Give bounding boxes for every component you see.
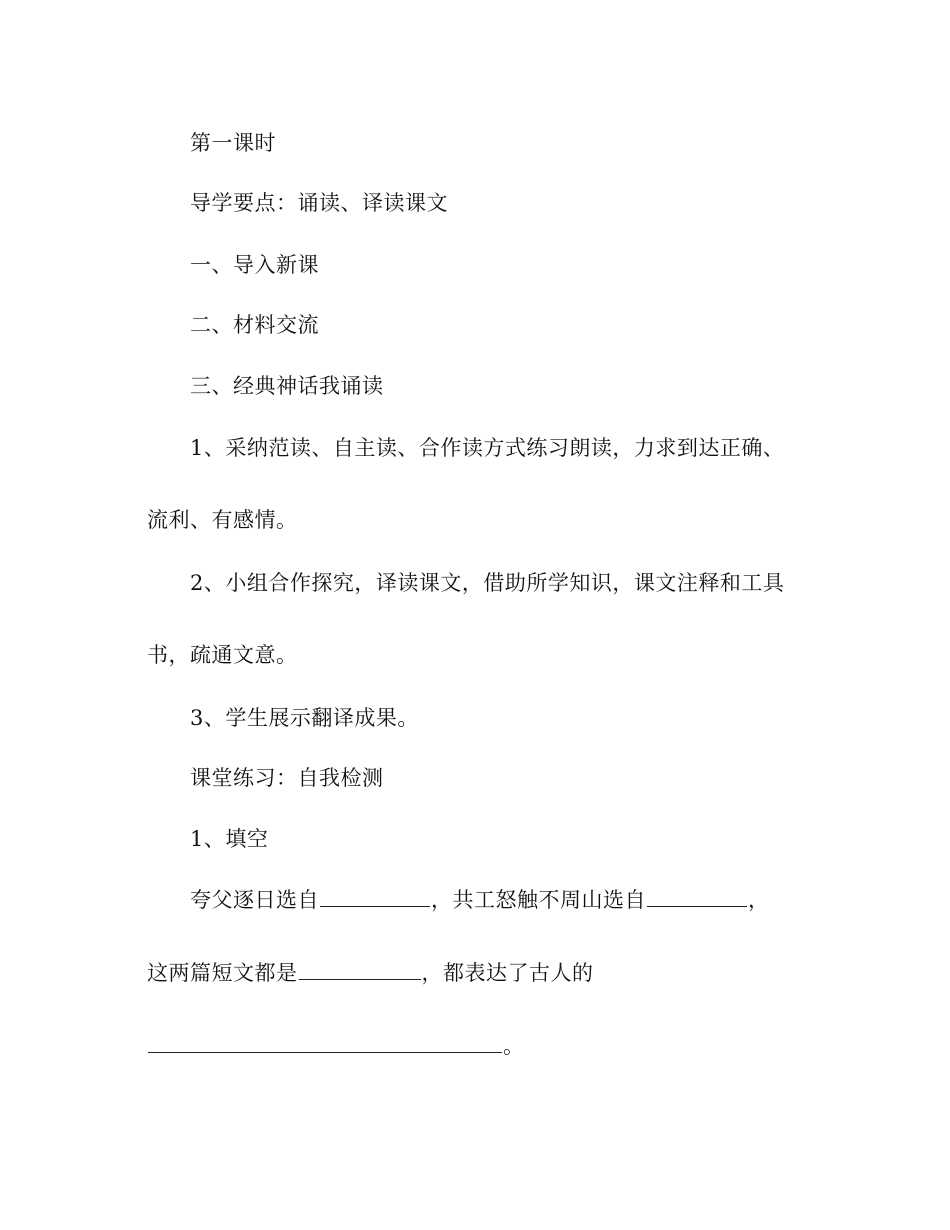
fill-line-1-text-a: 夸父逐日选自 [190, 888, 319, 912]
key-points: 导学要点：诵读、译读课文 [190, 191, 448, 215]
section-materials: 二、材料交流 [190, 313, 319, 337]
fill-blank-1 [320, 888, 430, 907]
fill-blank-4 [148, 1034, 502, 1053]
practice-heading: 课堂练习：自我检测 [190, 766, 384, 790]
fill-heading: 1、填空 [190, 827, 269, 851]
lesson-title: 第一课时 [190, 131, 276, 155]
item-2-line-2: 书，疏通文意。 [147, 643, 298, 667]
fill-line-2-text-a: 这两篇短文都是 [147, 961, 298, 985]
fill-line-1 [190, 886, 770, 914]
item-3: 3、学生展示翻译成果。 [190, 706, 419, 730]
fill-blank-3 [299, 961, 421, 980]
fill-line-3-end: 。 [503, 1034, 525, 1058]
fill-line-1-text-b: ，共工怒触不周山选自 [431, 888, 646, 912]
fill-line-2 [147, 959, 594, 987]
fill-blank-2 [647, 888, 747, 907]
section-intro: 一、导入新课 [190, 253, 319, 277]
section-recitation: 三、经典神话我诵读 [190, 374, 384, 398]
fill-line-2-text-b: ，都表达了古人的 [421, 961, 594, 985]
item-2-line-1: 2、小组合作探究，译读课文，借助所学知识，课文注释和工具 [190, 571, 785, 595]
fill-line-3 [147, 1032, 525, 1060]
item-1-line-1: 1、采纳范读、自主读、合作读方式练习朗读，力求到达正确、 [190, 436, 785, 460]
item-1-line-2: 流利、有感情。 [147, 508, 298, 532]
fill-line-1-text-c: ， [748, 888, 770, 912]
